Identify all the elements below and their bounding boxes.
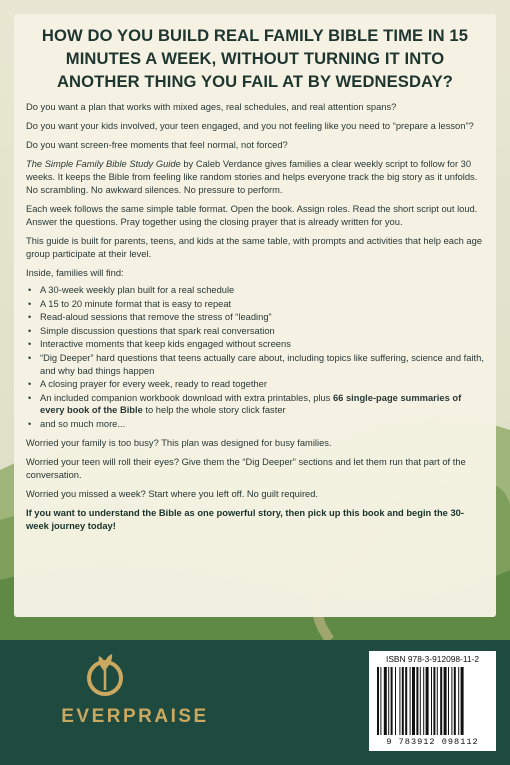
list-item: • Interactive moments that keep kids engaged without screens — [28, 339, 291, 350]
bullet-icon: • — [28, 325, 32, 336]
inside-label: Inside, families will find: — [26, 268, 124, 278]
barcode-bars-icon — [377, 667, 488, 735]
workbook-highlight: 66 single-page summaries of every book of the Bible — [40, 392, 462, 416]
closer-teen: Worried your teen will roll their eyes? Give them the “Dig Deeper” sections and let them run that part of the conversation. — [26, 456, 466, 480]
list-item: • “Dig Deeper” hard questions that teens actually care about, including topics like suffering, science and faith, and why bad things happen — [28, 352, 484, 376]
bullet-icon: • — [28, 298, 32, 309]
closer-busy: Worried your family is too busy? This plan was designed for busy families. — [26, 437, 332, 448]
list-item: • A closing prayer for every week, ready to read together — [28, 379, 267, 390]
list-item: • Simple discussion questions that spark real conversation — [28, 325, 275, 336]
bullet-icon: • — [28, 352, 32, 363]
isbn-label: ISBN 978-3-912098-11-2 — [386, 654, 479, 664]
bullet-icon: • — [28, 379, 32, 390]
list-item: • Read-aloud sessions that remove the stress of “leading” — [28, 312, 272, 323]
barcode — [369, 651, 496, 751]
question-mixed-ages: Do you want a plan that works with mixed ages, real schedules, and real attention spans? — [26, 102, 397, 112]
ring-sprout-logo-icon — [85, 650, 125, 707]
list-item-workbook: • An included companion workbook download with extra printables, plus 66 single-page summaries of every book of the Bible to help the whole story click faster — [28, 392, 462, 416]
bullet-icon: • — [28, 418, 32, 429]
bullet-icon: • — [28, 312, 32, 323]
bullet-icon: • — [28, 392, 32, 403]
closer-missed: Worried you missed a week? Start where you left off. No guilt required. — [26, 488, 319, 499]
publisher-name: EVERPRAISE — [61, 706, 209, 727]
list-item: • A 15 to 20 minute format that is easy to repeat — [28, 298, 232, 309]
question-kids-involved: Do you want your kids involved, your teen engaged, and you not feeling like you need to “prepare a lesson”? — [26, 121, 474, 131]
intro-text: by Caleb Verdance gives families a clear weekly script to follow for 30 weeks. It keeps the Bible from feeling like random stories and helps everyone track the big story as it unfolds. No scrambling. No awkward silences. No pressure to perform. — [26, 159, 478, 195]
bullet-icon: • — [28, 285, 32, 295]
headline: HOW DO YOU BUILD REAL FAMILY BIBLE TIME IN 15 MINUTES A WEEK, WITHOUT TURNING IT INTO ANOTHER THING YOU FAIL AT BY WEDNESDAY? — [41, 26, 469, 91]
bullet-icon: • — [28, 339, 32, 350]
built-for-paragraph: This guide is built for parents, teens, and kids at the same table, with prompts and activities that help each age group participate at their level. — [26, 236, 483, 259]
call-to-action: If you want to understand the Bible as one powerful story, then pick up this book and begin the 30-week journey today! — [26, 507, 464, 531]
list-item: • A 30-week weekly plan built for a real schedule — [28, 285, 235, 295]
format-paragraph: Each week follows the same simple table format. Open the book. Assign roles. Read the short script out loud. Answer the questions. Pray together using the closing prayer that is already written for you. — [26, 204, 478, 227]
list-item-more: • and so much more... — [28, 418, 126, 429]
description-panel — [14, 14, 496, 617]
intro-paragraph — [26, 158, 484, 197]
feature-list — [26, 284, 484, 431]
barcode-digits: 9 783912 098112 — [386, 737, 479, 747]
question-screen-free: Do you want screen-free moments that feel normal, not forced? — [26, 140, 288, 150]
book-title: The Simple Family Bible Study Guide — [26, 159, 181, 169]
